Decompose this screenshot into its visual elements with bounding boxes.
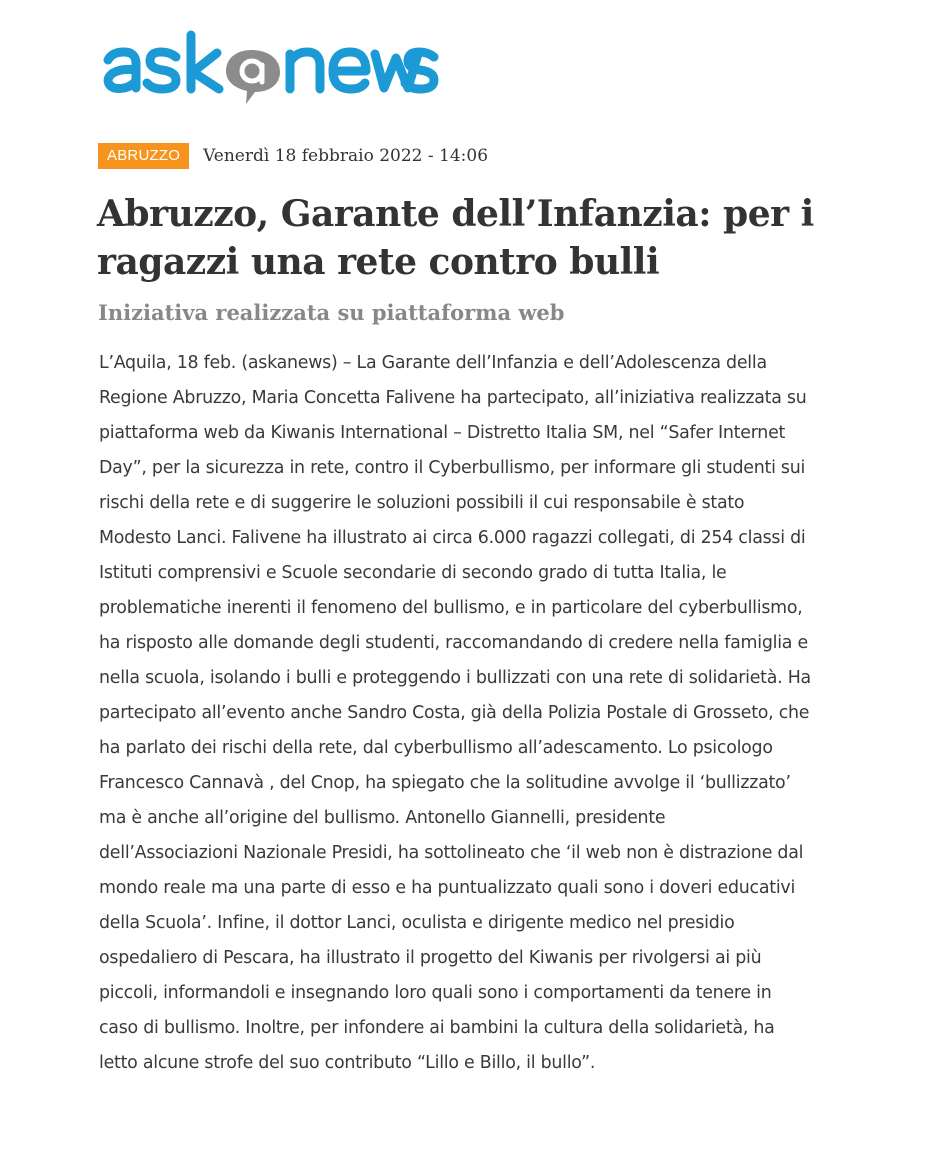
body-line: ha risposto alle domande degli studenti, raccomandando di credere nella famiglia e	[99, 633, 808, 653]
body-line: problematiche inerenti il fenomeno del bullismo, e in particolare del cyberbullismo,	[99, 598, 803, 618]
body-line: ospedaliero di Pescara, ha illustrato il progetto del Kiwanis per rivolgersi ai più	[99, 948, 762, 968]
askanews-logo-graphic	[100, 30, 440, 110]
body-line: nella scuola, isolando i bulli e proteggendo i bullizzati con una rete di solidarietà. Ha	[99, 668, 811, 688]
article-subtitle: Iniziativa realizzata su piattaforma web	[98, 300, 565, 325]
body-line: partecipato all’evento anche Sandro Costa, già della Polizia Postale di Grosseto, che	[99, 703, 810, 723]
article-meta	[98, 142, 488, 170]
body-line: Regione Abruzzo, Maria Concetta Falivene ha partecipato, all’iniziativa realizzata su	[99, 388, 807, 408]
body-line: Francesco Cannavà , del Cnop, ha spiegato che la solitudine avvolge il ‘bullizzato’	[99, 773, 791, 793]
body-line: L’Aquila, 18 feb. (askanews) – La Garante dell’Infanzia e dell’Adolescenza della	[99, 353, 767, 373]
body-line: ha parlato dei rischi della rete, dal cyberbullismo all’adescamento. Lo psicologo	[99, 738, 773, 758]
publish-date: Venerdì 18 febbraio 2022 - 14:06	[203, 146, 489, 166]
title-line: Abruzzo, Garante dell’Infanzia: per i	[97, 193, 814, 235]
body-line: mondo reale ma una parte di esso e ha puntualizzato quali sono i doveri educativi	[99, 878, 796, 898]
body-line: Istituti comprensivi e Scuole secondarie di secondo grado di tutta Italia, le	[99, 563, 727, 583]
article-title	[97, 190, 887, 286]
body-line: rischi della rete e di suggerire le soluzioni possibili il cui responsabile è stato	[99, 493, 745, 513]
body-line: ma è anche all’origine del bullismo. Antonello Giannelli, presidente	[99, 808, 666, 828]
askanews-logo[interactable]	[100, 30, 440, 110]
body-line: Day”, per la sicurezza in rete, contro il Cyberbullismo, per informare gli studenti sui	[99, 458, 806, 478]
body-line: Modesto Lanci. Falivene ha illustrato ai circa 6.000 ragazzi collegati, di 254 classi di	[99, 528, 806, 548]
title-line: ragazzi una rete contro bulli	[97, 241, 660, 283]
category-badge[interactable]: ABRUZZO	[98, 143, 189, 169]
body-line: letto alcune strofe del suo contributo “Lillo e Billo, il bullo”.	[99, 1053, 596, 1073]
body-line: caso di bullismo. Inoltre, per infondere ai bambini la cultura della solidarietà, ha	[99, 1018, 775, 1038]
article-body	[99, 346, 899, 1081]
body-line: piccoli, informandoli e insegnando loro quali sono i comportamenti da tenere in	[99, 983, 772, 1003]
body-line: dell’Associazioni Nazionale Presidi, ha sottolineato che ‘il web non è distrazione dal	[99, 843, 804, 863]
body-line: della Scuola’. Infine, il dottor Lanci, oculista e dirigente medico nel presidio	[99, 913, 735, 933]
body-line: piattaforma web da Kiwanis International – Distretto Italia SM, nel “Safer Internet	[99, 423, 786, 443]
speech-bubble-icon	[226, 50, 280, 104]
